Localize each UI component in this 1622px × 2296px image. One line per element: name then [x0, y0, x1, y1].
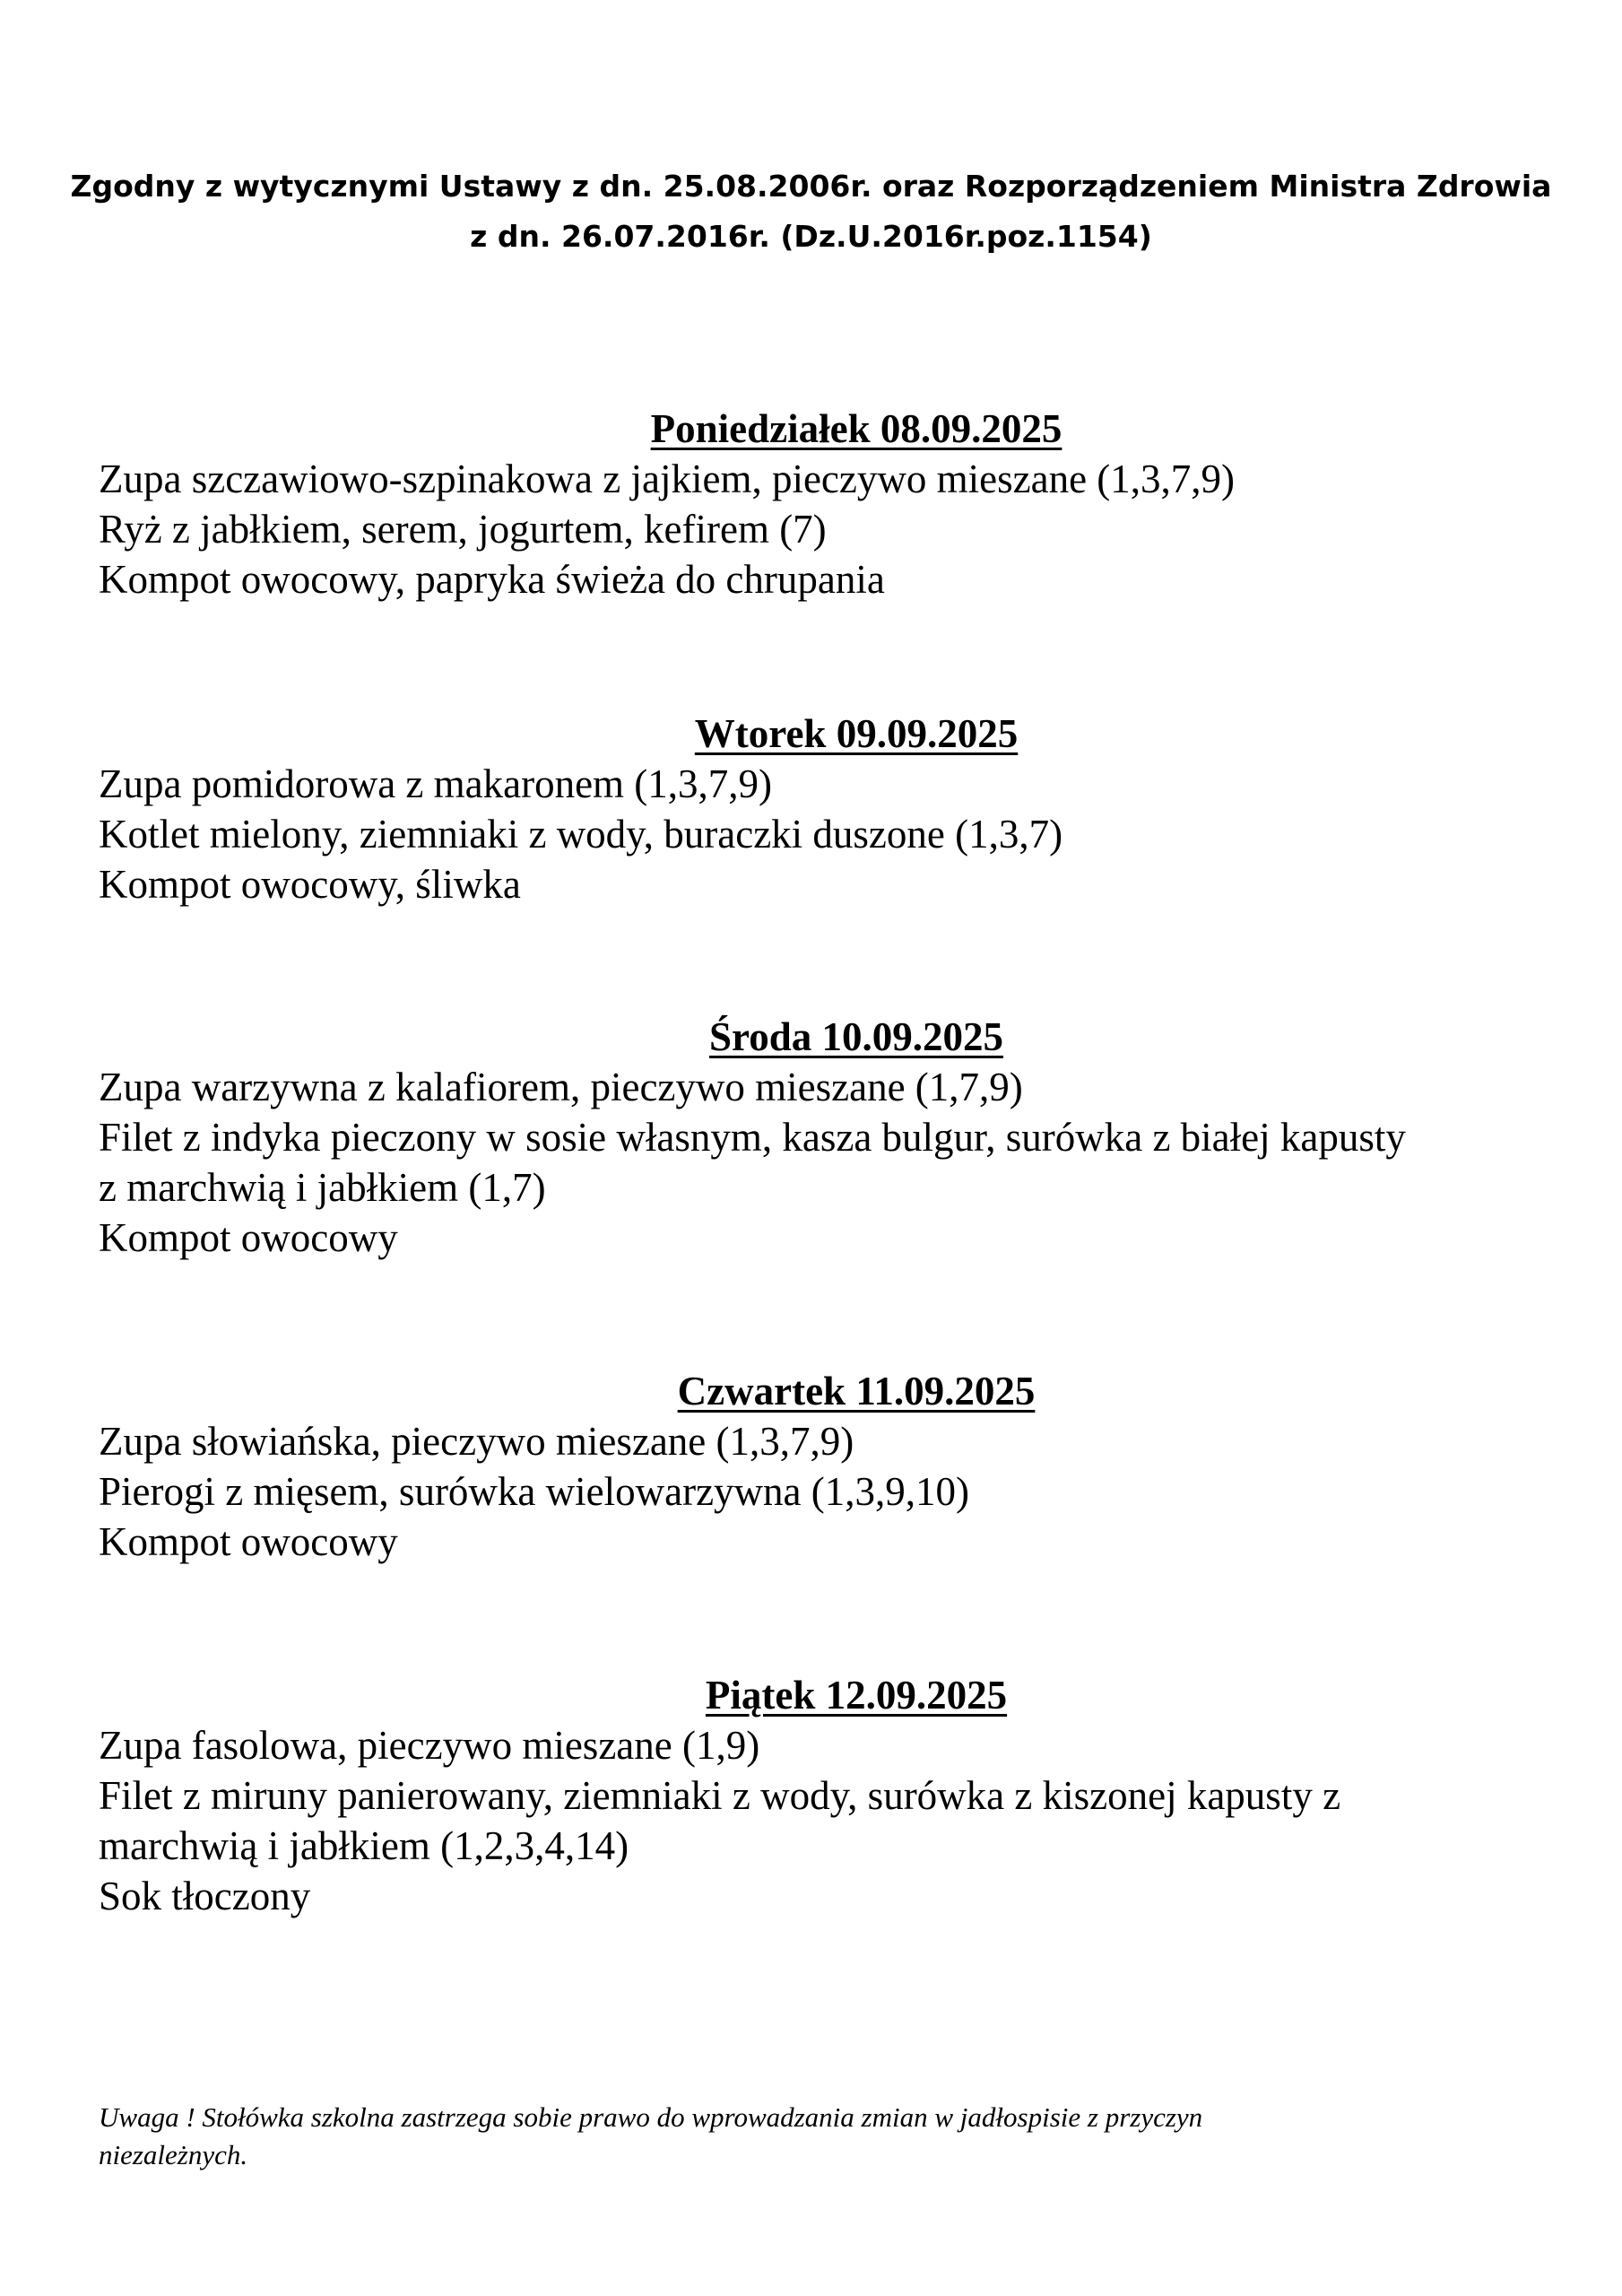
day-tuesday: [99, 709, 1551, 909]
menu-item: z marchwią i jabłkiem (1,7): [99, 1165, 546, 1210]
day-monday: [99, 404, 1551, 604]
menu-item: Zupa warzywna z kalafiorem, pieczywo mieszane (1,7,9): [99, 1065, 1023, 1109]
day-title: Środa 10.09.2025: [709, 1014, 1003, 1059]
menu-item: Kompot owocowy, śliwka: [99, 862, 521, 907]
menu-item: Kompot owocowy: [99, 1215, 398, 1260]
menu-item: Ryż z jabłkiem, serem, jogurtem, kefirem (7): [99, 507, 827, 552]
day-title: Czwartek 11.09.2025: [677, 1369, 1036, 1413]
day-title: Poniedziałek 08.09.2025: [650, 406, 1063, 451]
menu-item: Kompot owocowy: [99, 1519, 398, 1564]
menu-item: Sok tłoczony: [99, 1874, 311, 1918]
footer-note-line-2: niezależnych.: [99, 2139, 248, 2170]
day-wednesday: [99, 1012, 1551, 1263]
footer-note-line-1: Uwaga ! Stołówka szkolna zastrzega sobie prawo do wprowadzania zmian w jadłospisie z przyczyn: [99, 2101, 1203, 2133]
regulation-header: [0, 161, 1622, 262]
menu-item: Pierogi z mięsem, surówka wielowarzywna (1,3,9,10): [99, 1469, 969, 1514]
regulation-header-line-2: z dn. 26.07.2016r. (Dz.U.2016r.poz.1154): [470, 219, 1152, 254]
footer-note: [99, 2099, 1479, 2174]
menu-item: Filet z miruny panierowany, ziemniaki z wody, surówka z kiszonej kapusty z: [99, 1773, 1341, 1818]
menu-item: Zupa pomidorowa z makaronem (1,3,7,9): [99, 761, 773, 806]
day-thursday: [99, 1366, 1551, 1567]
menu-item: Kompot owocowy, papryka świeża do chrupania: [99, 557, 885, 602]
menu-item: Zupa słowiańska, pieczywo mieszane (1,3,7,9): [99, 1419, 854, 1464]
menu-item: Filet z indyka pieczony w sosie własnym, kasza bulgur, surówka z białej kapusty: [99, 1115, 1406, 1160]
day-friday: [99, 1670, 1551, 1921]
day-title: Wtorek 09.09.2025: [694, 711, 1019, 756]
menu-item: marchwią i jabłkiem (1,2,3,4,14): [99, 1823, 629, 1868]
regulation-header-line-1: Zgodny z wytycznymi Ustawy z dn. 25.08.2006r. oraz Rozporządzeniem Ministra Zdrowia: [70, 169, 1552, 204]
menu-item: Zupa szczawiowo-szpinakowa z jajkiem, pieczywo mieszane (1,3,7,9): [99, 457, 1236, 501]
day-title: Piątek 12.09.2025: [705, 1673, 1008, 1718]
menu-item: Zupa fasolowa, pieczywo mieszane (1,9): [99, 1723, 760, 1768]
menu-item: Kotlet mielony, ziemniaki z wody, buraczki duszone (1,3,7): [99, 812, 1063, 857]
